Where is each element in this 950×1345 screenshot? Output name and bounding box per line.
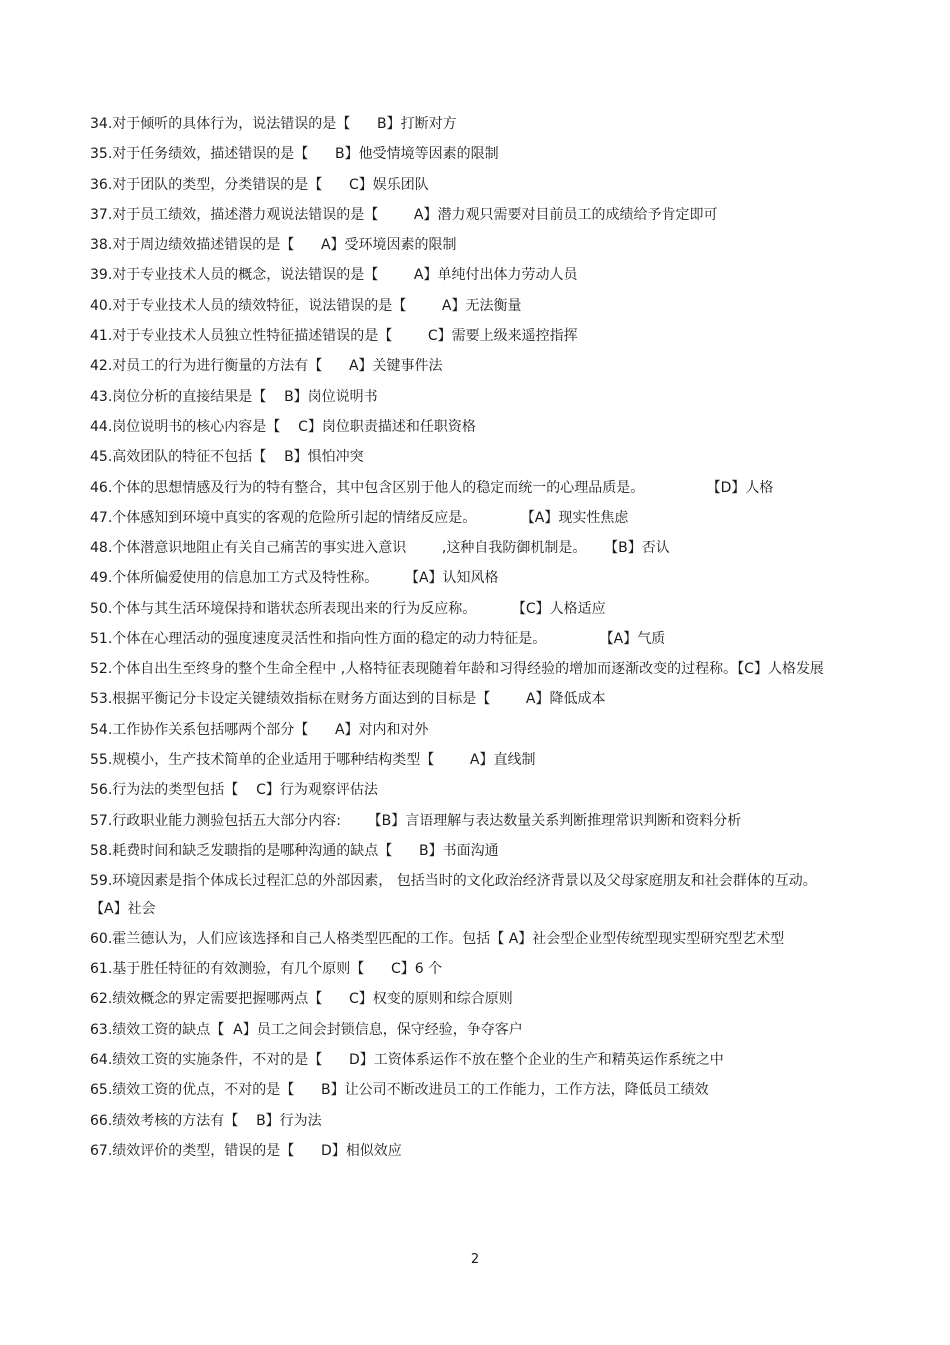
list-item: 62.绩效概念的界定需要把握哪两点【 C】权变的原则和综合原则 [90,991,513,1008]
list-item: 39.对于专业技术人员的概念，说法错误的是【 A】单纯付出体力劳动人员 [90,267,578,284]
list-item: 51.个体在心理活动的强度速度灵活性和指向性方面的稳定的动力特征是。 【A】气质 [90,631,666,648]
list-item: 41.对于专业技术人员独立性特征描述错误的是【 C】需要上级来遥控指挥 [90,328,578,345]
list-item: 63.绩效工资的缺点【 A】员工之间会封锁信息，保守经验，争夺客户 [90,1021,523,1038]
list-item: 47.个体感知到环境中真实的客观的危险所引起的情绪反应是。 【A】现实性焦虑 [90,509,629,526]
list-item: 58.耗费时间和缺乏发聩指的是哪种沟通的缺点【 B】书面沟通 [90,842,499,859]
list-item: 67.绩效评价的类型，错误的是【 D】相似效应 [90,1142,402,1159]
list-item: 60.霍兰德认为，人们应该选择和自己人格类型匹配的工作。包括【 A】社会型企业型传统型现实型研究型艺术型 [90,931,785,948]
list-item: 49.个体所偏爱使用的信息加工方式及特性称。 【A】认知风格 [90,570,499,587]
list-item: 48.个体潜意识地阻止有关自己痛苦的事实进入意识 ,这种自我防御机制是。 【B】否认 [90,540,670,557]
list-item: 34.对于倾听的具体行为，说法错误的是【 B】打断对方 [90,116,457,132]
list-item: 38.对于周边绩效描述错误的是【 A】受环境因素的限制 [90,237,457,254]
list-item: 56.行为法的类型包括【 C】行为观察评估法 [90,782,378,799]
list-item: 36.对于团队的类型，分类错误的是【 C】娱乐团队 [90,176,429,193]
list-item: 43.岗位分析的直接结果是【 B】岗位说明书 [90,388,378,405]
list-item: 54.工作协作关系包括哪两个部分【 A】对内和对外 [90,721,429,738]
list-item: 59.环境因素是指个体成长过程汇总的外部因素， 包括当时的文化政治经济背景以及父母家庭朋友和社会群体的互动。【A】社会 [90,873,817,918]
list-item: 55.规模小，生产技术简单的企业适用于哪种结构类型【 A】直线制 [90,751,536,768]
list-item: 40.对于专业技术人员的绩效特征，说法错误的是【 A】无法衡量 [90,297,522,314]
list-item: 50.个体与其生活环境保持和谐状态所表现出来的行为反应称。 【C】人格适应 [90,600,606,617]
list-item: 46.个体的思想情感及行为的特有整合，其中包含区别于他人的稳定而统一的心理品质是。 【D】人格 [90,479,774,496]
list-item: 57.行政职业能力测验包括五大部分内容: 【B】言语理解与表达数量关系判断推理常识判断和资料分析 [90,812,742,829]
list-item: 65.绩效工资的优点，不对的是【 B】让公司不断改进员工的工作能力，工作方法，降低员工绩效 [90,1082,709,1099]
list-item: 44.岗位说明书的核心内容是【 C】岗位职责描述和任职资格 [90,418,476,435]
list-item: 52.个体自出生至终身的整个生命全程中 ,人格特征表现随着年龄和习得经验的增加而逐渐改变的过程称。【C】人格发展 [90,661,824,678]
list-item: 45.高效团队的特征不包括【 B】惧怕冲突 [90,449,364,466]
list-item: 35.对于任务绩效，描述错误的是【 B】他受情境等因素的限制 [90,146,499,163]
page-number: 2 [470,1252,480,1267]
list-item: 37.对于员工绩效，描述潜力观说法错误的是【 A】潜力观只需要对目前员工的成绩给予肯定即可 [90,206,718,223]
list-item: 53.根据平衡记分卡设定关键绩效指标在财务方面达到的目标是【 A】降低成本 [90,691,606,708]
list-item: 66.绩效考核的方法有【 B】行为法 [90,1112,322,1129]
list-item: 61.基于胜任特征的有效测验，有几个原则【 C】6 个 [90,961,443,978]
list-item: 42.对员工的行为进行衡量的方法有【 A】关键事件法 [90,358,443,375]
list-item: 64.绩效工资的实施条件，不对的是【 D】工资体系运作不放在整个企业的生产和精英运作系统之中 [90,1052,724,1069]
question-list [90,114,840,1171]
